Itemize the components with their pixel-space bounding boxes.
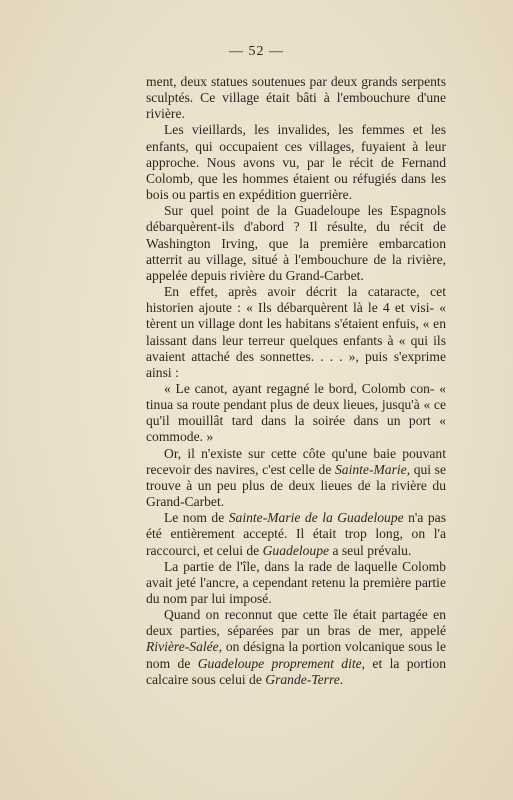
paragraph-9-italic-a: Rivière-Salée [146,639,219,655]
paragraph-9-text-c: , et la portion calcaire sous celui de [146,655,446,687]
paragraph-7 [146,510,446,558]
paragraph-9-italic-c: Grande-Terre [265,671,340,687]
body-text [146,74,446,688]
paragraph-4: En effet, après avoir décrit la cataracte, cet historien ajoute : « Ils débarquèrent là le 4 et visi- « tèrent un village dont les habitans s'étaient enfuis, « en laissant dans leur terreur quelques enfants à « qui ils avaient attaché des sonnettes. . . . », puis s'exprime ainsi : [146,284,446,380]
paragraph-7-text-a: Le nom de [164,510,229,526]
paragraph-6 [146,446,446,511]
paragraph-6-text-a: Or, il n'existe sur cette côte qu'une baie pouvant recevoir des navires, c'est celle de [146,445,446,477]
paragraph-7-italic-a: Sainte-Marie de la Guadeloupe [228,510,404,526]
paragraph-7-text-c: a seul prévalu. [329,542,412,558]
paragraph-5: « Le canot, ayant regagné le bord, Colomb con- « tinua sa route pendant plus de deux lieues, jusqu'à « ce qu'il mouillât tard dans la soirée dans un port « commode. » [146,380,446,445]
paragraph-6-italic: Sainte-Marie [334,461,407,477]
paragraph-9-italic-b: Guadeloupe proprement dite [197,655,362,671]
paragraph-9-text-d: . [339,671,344,687]
paragraph-6-text-b: , qui se trouve à un peu plus de deux lieues de la rivière du Grand-Carbet. [146,461,446,510]
paragraph-9 [146,607,446,688]
paragraph-1: ment, deux statues soutenues par deux grands serpents sculptés. Ce village était bâti à l'embouchure d'une rivière. [146,74,446,122]
paragraph-8: La partie de l'île, dans la rade de laquelle Colomb avait jeté l'ancre, a cependant retenu la première partie du nom par lui imposé. [146,558,446,606]
page-number: — 52 — [229,44,284,59]
paragraph-2: Les vieillards, les invalides, les femmes et les enfants, qui occupaient ces villages, fuyaient à leur approche. Nous avons vu, par le récit de Fernand Colomb, que les hommes étaient ou réfugiés dans les bois ou partis en expédition guerrière. [146,122,446,203]
paragraph-9-text-a: Quand on reconnut que cette île était partagée en deux parties, séparées par un bras de mer, appelé [146,607,446,639]
paragraph-7-italic-b: Guadeloupe [262,542,330,558]
paragraph-9-text-b: , on désigna la portion volcanique sous le nom de [146,639,446,671]
paragraph-3: Sur quel point de la Guadeloupe les Espagnols débarquèrent-ils d'abord ? Il résulte, du récit de Washington Irving, que la première embarcation atterrit au village, situé à l'embouchure de la rivière, appelée depuis rivière du Grand-Carbet. [146,203,446,283]
paragraph-7-text-b: n'a pas été entièrement accepté. Il était trop long, on l'a raccourci, et celui de [146,510,446,558]
